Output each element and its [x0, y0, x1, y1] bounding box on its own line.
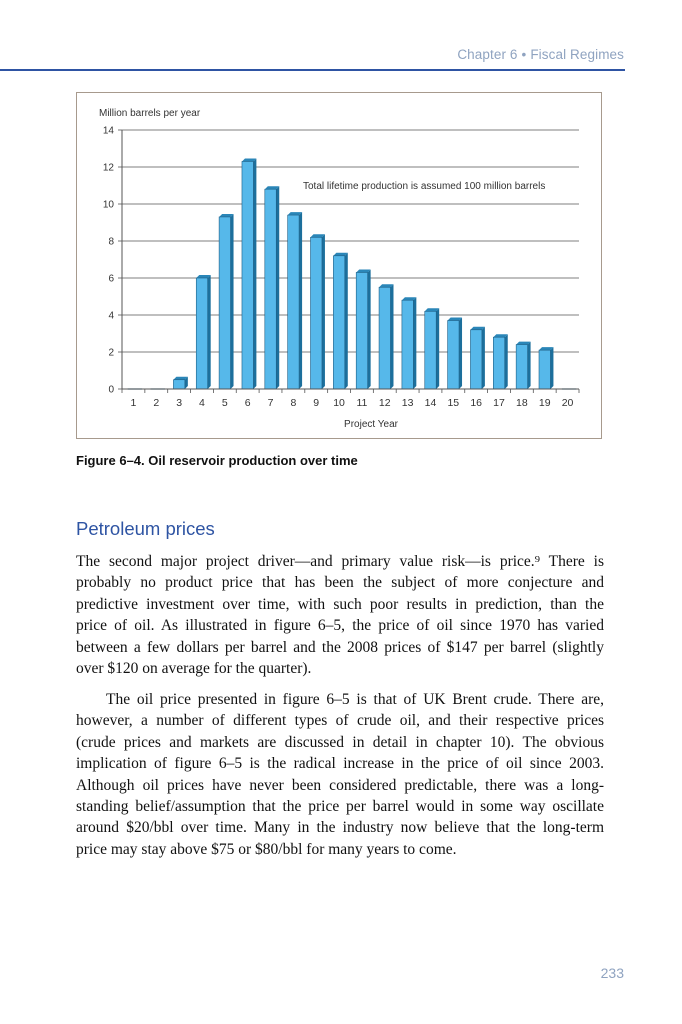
bar-side: [459, 318, 462, 389]
bar-front: [288, 215, 299, 389]
bar-front: [448, 321, 459, 389]
x-tick-label: 17: [493, 397, 505, 409]
bar-front: [379, 287, 390, 389]
bar-13: [402, 297, 416, 389]
x-tick-label: 1: [130, 397, 137, 409]
bar-side: [482, 327, 485, 389]
x-tick-label: 14: [424, 397, 437, 409]
bar-12: [379, 284, 393, 389]
x-tick-label: 10: [333, 397, 345, 409]
bar-side: [436, 308, 439, 389]
running-head-section: Fiscal Regimes: [530, 47, 624, 62]
bar-17: [493, 334, 507, 389]
figure-frame: [76, 92, 602, 439]
header-rule: [0, 69, 625, 71]
paragraph-line: around $20/bbl over time. Many in the industry now believe that the long-term: [76, 819, 604, 837]
bar-front: [356, 272, 367, 389]
x-tick-label: 7: [267, 397, 274, 409]
paragraph-line: The second major project driver—and primary value risk—is price.⁹ There is: [76, 553, 604, 570]
y-tick-label: 8: [108, 236, 114, 248]
paragraph-line: however, a number of different types of crude oil, and their respective prices: [76, 712, 604, 730]
bar-front: [539, 350, 550, 389]
x-tick-label: 15: [447, 397, 460, 409]
bar-side: [253, 158, 256, 389]
paragraph-line: implication of figure 6–5 is the radical increase in the price of oil since 2003.: [76, 755, 604, 773]
bar-side: [276, 186, 279, 389]
bar-front: [470, 330, 481, 389]
y-tick-label: 10: [102, 199, 114, 211]
bar-side: [528, 342, 531, 389]
paragraph-line: predictive investment over time, with such poor results in prediction, than the: [76, 595, 604, 613]
bar-16: [470, 327, 484, 389]
bar-front: [333, 256, 344, 389]
production-chart: [77, 93, 603, 440]
bar-side: [390, 284, 393, 389]
bar-3: [173, 377, 187, 389]
x-tick-label: 20: [561, 397, 574, 409]
bar-front: [425, 311, 436, 389]
bar-side: [550, 347, 553, 389]
y-tick-label: 2: [108, 347, 114, 359]
x-tick-label: 5: [221, 397, 228, 409]
x-tick-label: 12: [378, 397, 391, 409]
x-axis-label: Project Year: [344, 419, 398, 430]
page-number: 233: [600, 965, 624, 981]
x-tick-label: 6: [244, 397, 251, 409]
paragraph-1: [76, 551, 604, 679]
bar-side: [208, 275, 211, 389]
y-tick-label: 0: [108, 384, 114, 396]
bar-6: [242, 158, 256, 389]
bar-7: [265, 186, 279, 389]
paragraph-line: (crude prices and markets are discussed in detail in chapter 10). The obvious: [76, 733, 604, 751]
x-tick-label: 13: [401, 397, 414, 409]
bar-11: [356, 269, 370, 389]
paragraph-line: price may stay above $75 or $80/bbl for many years to come.: [76, 840, 457, 858]
chart-annotation: Total lifetime production is assumed 100 million barrels: [303, 181, 546, 192]
y-tick-label: 12: [102, 162, 114, 174]
bar-front: [402, 300, 413, 389]
x-tick-label: 18: [516, 397, 528, 409]
bar-front: [219, 217, 230, 389]
bar-5: [219, 214, 233, 389]
bar-front: [242, 161, 253, 389]
bar-side: [413, 297, 416, 389]
x-tick-label: 16: [470, 397, 483, 409]
bar-10: [333, 253, 347, 389]
bar-side: [368, 269, 371, 389]
bar-side: [322, 234, 325, 389]
running-head: [457, 47, 624, 62]
bar-front: [516, 345, 527, 389]
paragraph-line: price of oil. As illustrated in figure 6–5, the price of oil since 1970 has varied: [76, 617, 604, 635]
bar-8: [288, 212, 302, 389]
paragraph-line: between a few dollars per barrel and the 2008 prices of $147 per barrel (slightly: [76, 638, 604, 656]
paragraph-line: over $120 on average for the quarter).: [76, 660, 312, 678]
x-tick-label: 19: [538, 397, 551, 409]
bar-18: [516, 342, 530, 389]
paragraph-line: probably no product price that has been the subject of more conjecture and: [76, 574, 604, 592]
x-tick-label: 11: [356, 397, 368, 409]
paragraph-2: [76, 689, 604, 860]
bar-front: [173, 380, 184, 389]
section-heading: Petroleum prices: [76, 518, 215, 539]
x-tick-label: 9: [313, 397, 320, 409]
bar-side: [505, 334, 508, 389]
figure-caption: Figure 6–4. Oil reservoir production over time: [76, 453, 358, 468]
bar-14: [425, 308, 439, 389]
bar-front: [493, 337, 504, 389]
paragraph-line: standing belief/assumption that the price per barrel would in some way oscillate: [76, 798, 604, 816]
running-head-chapter: Chapter 6: [457, 47, 518, 62]
bar-9: [311, 234, 325, 389]
x-tick-label: 2: [153, 397, 160, 409]
bar-4: [196, 275, 210, 389]
bar-front: [311, 237, 322, 389]
y-tick-label: 6: [108, 273, 114, 285]
x-tick-label: 8: [290, 397, 297, 409]
x-tick-label: 3: [176, 397, 183, 409]
y-tick-label: 4: [108, 310, 114, 322]
bar-front: [265, 189, 276, 389]
bar-15: [448, 318, 462, 389]
running-head-bullet: •: [521, 47, 527, 62]
bar-side: [299, 212, 302, 389]
bar-19: [539, 347, 553, 389]
y-tick-label: 14: [102, 125, 114, 137]
paragraph-line: The oil price presented in figure 6–5 is that of UK Brent crude. There are,: [106, 691, 604, 708]
y-axis-label: Million barrels per year: [99, 108, 201, 119]
x-tick-label: 4: [199, 397, 205, 409]
paragraph-line: Although oil prices have never been considered predictable, there was a long-: [76, 776, 604, 794]
bar-side: [345, 253, 348, 389]
bar-front: [196, 278, 207, 389]
bar-side: [231, 214, 234, 389]
